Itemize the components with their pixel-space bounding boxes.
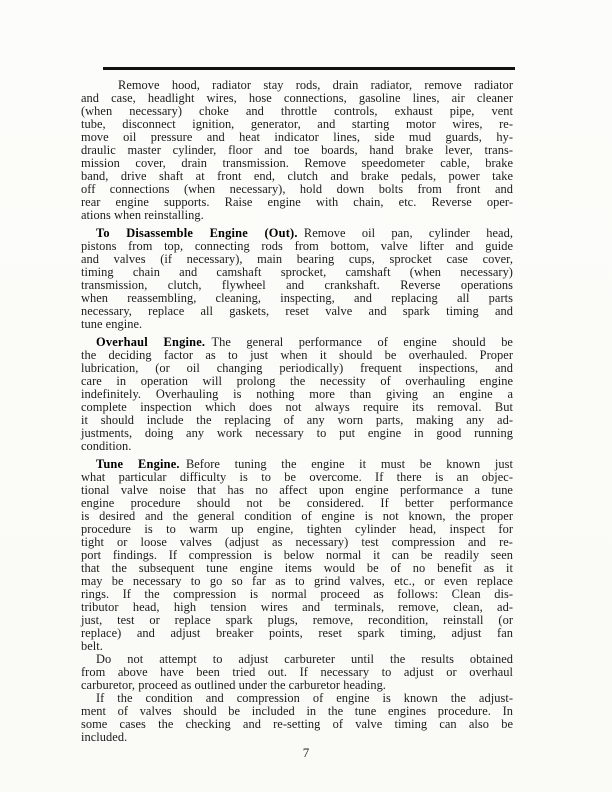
text-line: indefinitely. Overhauling is nothing more than giving an engine a [81,387,513,401]
text-line: tube, disconnect ignition, generator, and starting motor wires, re- [81,117,513,131]
paragraph [81,653,513,692]
text-line: some cases the checking and re-setting of valve timing can also be [81,717,513,731]
paragraph [81,692,513,744]
text-line: engine procedure should not be considered. If better performance [81,496,513,510]
text-line: tional valve noise that has no affect upon engine performance a tune [81,483,513,497]
text-line: condition. [81,439,132,453]
text-line: procedure is to warm up engine, tighten cylinder head, inspect for [81,522,513,536]
text-line: included. [81,730,128,744]
text-line: care in operation will prolong the necessity of overhauling engine [81,374,513,388]
page-number: 7 [302,745,310,760]
text-line: it should include the replacing of any worn parts, making any ad- [81,413,513,427]
paragraph [81,79,513,222]
text-line: mission cover, drain transmission. Remove speedometer cable, brake [81,156,513,170]
paragraph [81,227,513,331]
text-line: port findings. If compression is below normal it can be readily seen [81,548,513,562]
text-line: lubrication, (or oil changing periodically) frequent inspections, and [81,361,513,375]
text-line: ment of valves should be included in the tune engines procedure. In [81,704,513,718]
text-line: and case, headlight wires, hose connections, gasoline lines, air cleaner [81,91,513,105]
text-line: To Disassemble Engine (Out). Remove oil pan, cylinder head, [96,226,513,240]
text-block [81,79,513,744]
text-line: band, drive shaft at front end, clutch and brake pedals, power take [81,169,513,183]
text-line: the deciding factor as to just when it should be overhauled. Proper [81,348,513,362]
text-line: may be necessary to go so far as to grind valves, etc., or even replace [81,574,513,588]
text-line: transmission, clutch, flywheel and crankshaft. Reverse operations [81,278,513,292]
text-line: If the condition and compression of engine is known the adjust- [96,691,513,705]
text-line: complete inspection which does not always require its removal. But [81,400,513,414]
text-line: pistons from top, connecting rods from bottom, valve lifter and guide [81,239,513,253]
text-line: justments, doing any work necessary to put engine in good running [81,426,513,440]
paragraph-heading: To Disassemble Engine (Out). [96,226,298,240]
text-line: Do not attempt to adjust carbureter until the results obtained [96,652,513,666]
text-line: and valves (if necessary), main bearing cups, sprocket case cover, [81,252,513,266]
paragraph-heading: Overhaul Engine. [96,335,206,349]
paragraph [81,336,513,453]
text-line: that the subsequent tune engine items would be of no benefit as it [81,561,513,575]
text-line: ations when reinstalling. [81,208,204,222]
text-line: necessary, replace all gaskets, reset valve and spark timing and [81,304,513,318]
top-rule-divider [103,67,515,70]
text-line: tight or loose valves (adjust as necessary) test compression and re- [81,535,513,549]
text-line: belt. [81,639,103,653]
text-line: Overhaul Engine. The general performance of engine should be [96,335,513,349]
text-line: tune engine. [81,317,143,331]
text-line: what particular difficulty is to be overcome. If there is an objec- [81,470,513,484]
text-line: tributor head, high tension wires and terminals, remove, clean, ad- [81,600,513,614]
text-line: timing chain and camshaft sprocket, camshaft (when necessary) [81,265,513,279]
text-line: just, test or replace spark plugs, remove, recondition, reinstall (or [81,613,513,627]
text-line: is desired and the general condition of engine is not known, the proper [81,509,513,523]
text-line: (when necessary) choke and throttle controls, exhaust pipe, vent [81,104,513,118]
text-line: from above have been tried out. If necessary to adjust or overhaul [81,665,513,679]
text-line: Remove hood, radiator stay rods, drain radiator, remove radiator [118,78,513,92]
text-line: off connections (when necessary), hold down bolts from front and [81,182,513,196]
text-line: Tune Engine. Before tuning the engine it must be known just [96,457,513,471]
text-line: carburetor, proceed as outlined under the carburetor heading. [81,678,386,692]
paragraph [81,458,513,653]
text-line: move oil pressure and heat indicator lines, side mud guards, hy- [81,130,513,144]
text-line: draulic master cylinder, floor and toe boards, hand brake lever, trans- [81,143,513,157]
text-line: rings. If the compression is normal proceed as follows: Clean dis- [81,587,513,601]
paragraph-heading: Tune Engine. [96,457,180,471]
text-line: replace) and adjust breaker points, reset spark timing, adjust fan [81,626,513,640]
text-line: rear engine supports. Raise engine with chain, etc. Reverse oper- [81,195,513,209]
text-line: when reassembling, cleaning, inspecting, and replacing all parts [81,291,513,305]
